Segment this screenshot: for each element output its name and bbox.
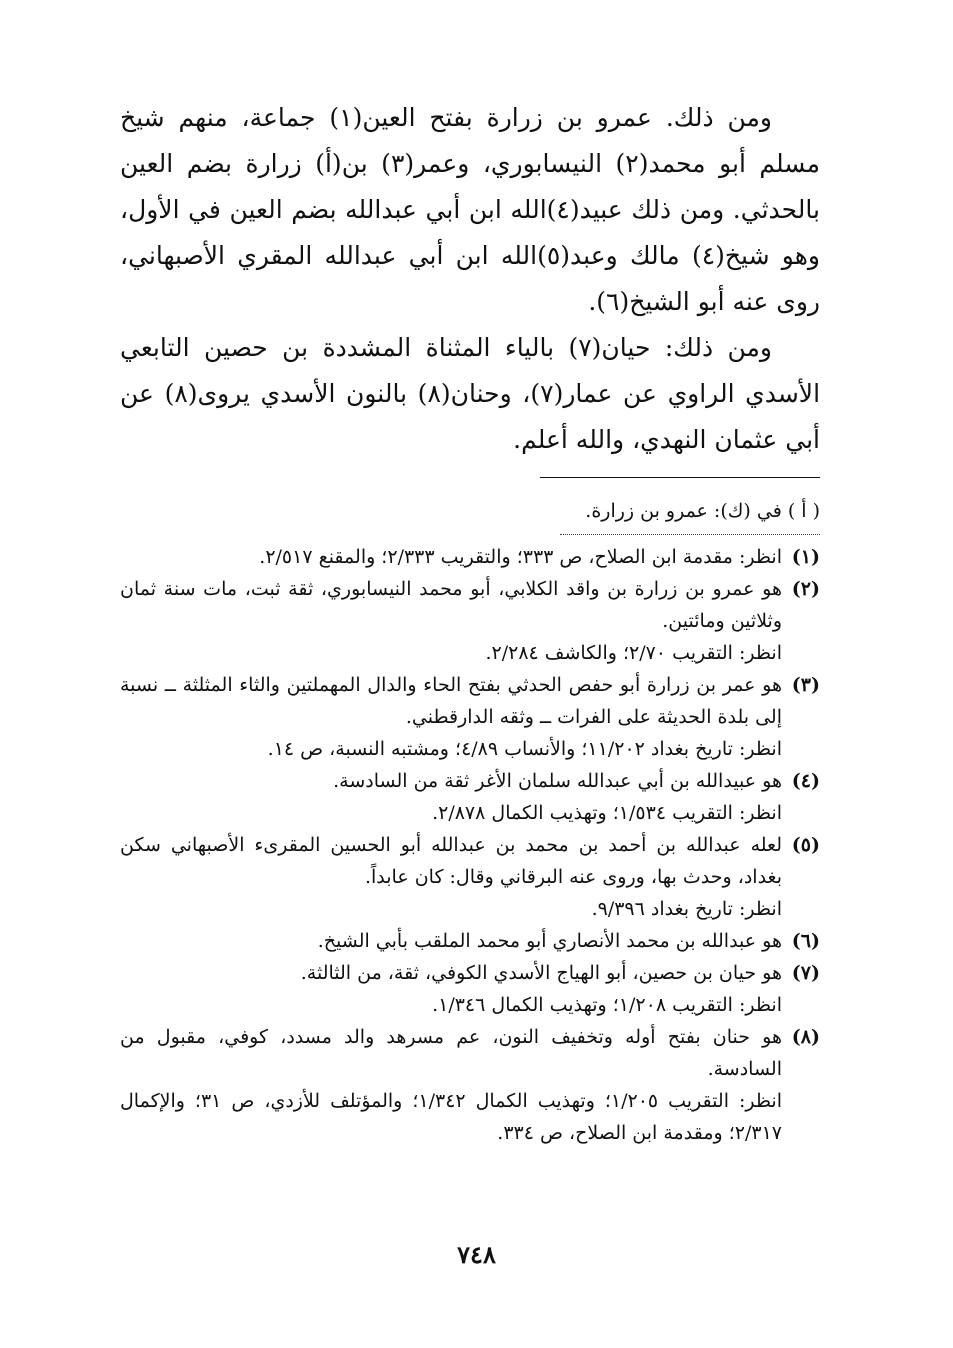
footnote-7 (120, 957, 820, 1021)
footnote-5 (120, 829, 820, 925)
footnote-2 (120, 573, 820, 669)
footnote-line: انظر: تاريخ بغداد ٩/٣٩٦. (591, 898, 782, 920)
footnote-4 (120, 765, 820, 829)
footnote-line: هو عبدالله بن محمد الأنصاري أبو محمد الملقب بأبي الشيخ. (317, 930, 782, 952)
page-content (120, 95, 820, 1149)
footnote-line: لعله عبدالله بن أحمد بن محمد بن عبدالله أبو الحسين المقرىء الأصبهاني سكن بغداد، وحدث بها، وروى عنه البرقاني وقال: كان عابداً. (120, 834, 782, 888)
footnote-number: (٣) (791, 674, 820, 696)
main-paragraph-1: ومن ذلك. عمرو بن زرارة بفتح العين(١) جماعة، منهم شيخ مسلم أبو محمد(٢) النيسابوري، وعمر(٣) بن(أ) زرارة بضم العين بالحدثي. ومن ذلك عبيد(٤)الله ابن أبي عبدالله بضم العين في الأول، وهو شيخ(٤) مالك وعبد(٥)الله ابن أبي عبدالله المقري الأصبهاني، روى عنه أبو الشيخ(٦). (120, 103, 821, 316)
footnote-number: (٢) (791, 578, 820, 600)
footnote-number: (٥) (791, 834, 820, 856)
footnote-number: (٤) (791, 770, 820, 792)
footnote-number: (١) (791, 546, 820, 568)
dotted-rule (560, 534, 820, 535)
page-number: ٧٤٨ (457, 1240, 496, 1269)
main-text (120, 95, 820, 463)
footnotes (120, 541, 820, 1149)
footnote-separator (540, 477, 820, 478)
footnote-number: (٨) (791, 1026, 820, 1048)
footnote-number: (٧) (791, 962, 820, 984)
footnote-line: انظر: التقريب ١/٢٠٥؛ وتهذيب الكمال ١/٣٤٢؛ والمؤتلف للأزدي، ص ٣١؛ والإكمال ٢/٣١٧؛ ومقدمة ابن الصلاح، ص ٣٣٤. (120, 1090, 782, 1144)
footnote-line: انظر: التقريب ١/٢٠٨؛ وتهذيب الكمال ١/٣٤٦. (432, 994, 782, 1016)
footnote-line: هو عبيدالله بن أبي عبدالله سلمان الأغر ثقة من السادسة. (333, 770, 782, 792)
footnote-8 (120, 1021, 820, 1149)
footnote-line: هو عمرو بن زرارة بن واقد الكلابي، أبو محمد النيسابوري، ثقة ثبت، مات سنة ثمان وثلاثين ومائتين. (120, 578, 782, 632)
footnote-number: (٦) (791, 930, 820, 952)
footnote-line: انظر: مقدمة ابن الصلاح، ص ٣٣٣؛ والتقريب ٢/٣٣٣؛ والمقنع ٢/٥١٧. (259, 546, 782, 568)
footnote-line: انظر: تاريخ بغداد ١١/٢٠٢؛ والأنساب ٤/٨٩؛ ومشتبه النسبة، ص ١٤. (267, 738, 782, 760)
footnote-3 (120, 669, 820, 765)
variant-note: ( أ ) في (ك): عمرو بن زرارة. (585, 500, 820, 522)
footnote-line: هو عمر بن زرارة أبو حفص الحدثي بفتح الحاء والدال المهملتين والثاء المثلثة ــ نسبة إلى بلدة الحديثة على الفرات ــ وثقه الدارقطني. (120, 674, 782, 728)
main-paragraph-2: ومن ذلك: حيان(٧) بالياء المثناة المشددة بن حصين التابعي الأسدي الراوي عن عمار(٧)، وحنان(٨) بالنون الأسدي يروى(٨) عن أبي عثمان النهدي، والله أعلم. (120, 333, 821, 454)
footnote-line: انظر: التقريب ١/٥٣٤؛ وتهذيب الكمال ٢/٨٧٨. (432, 802, 782, 824)
footnote-6 (120, 925, 820, 957)
footnote-line: هو حيان بن حصين، أبو الهياج الأسدي الكوفي، ثقة، من الثالثة. (300, 962, 782, 984)
footnote-line: انظر: التقريب ٢/٧٠؛ والكاشف ٢/٢٨٤. (485, 642, 782, 664)
footnote-line: هو حنان بفتح أوله وتخفيف النون، عم مسرهد والد مسدد، كوفي، مقبول من السادسة. (120, 1026, 782, 1080)
footnote-1 (120, 541, 820, 573)
